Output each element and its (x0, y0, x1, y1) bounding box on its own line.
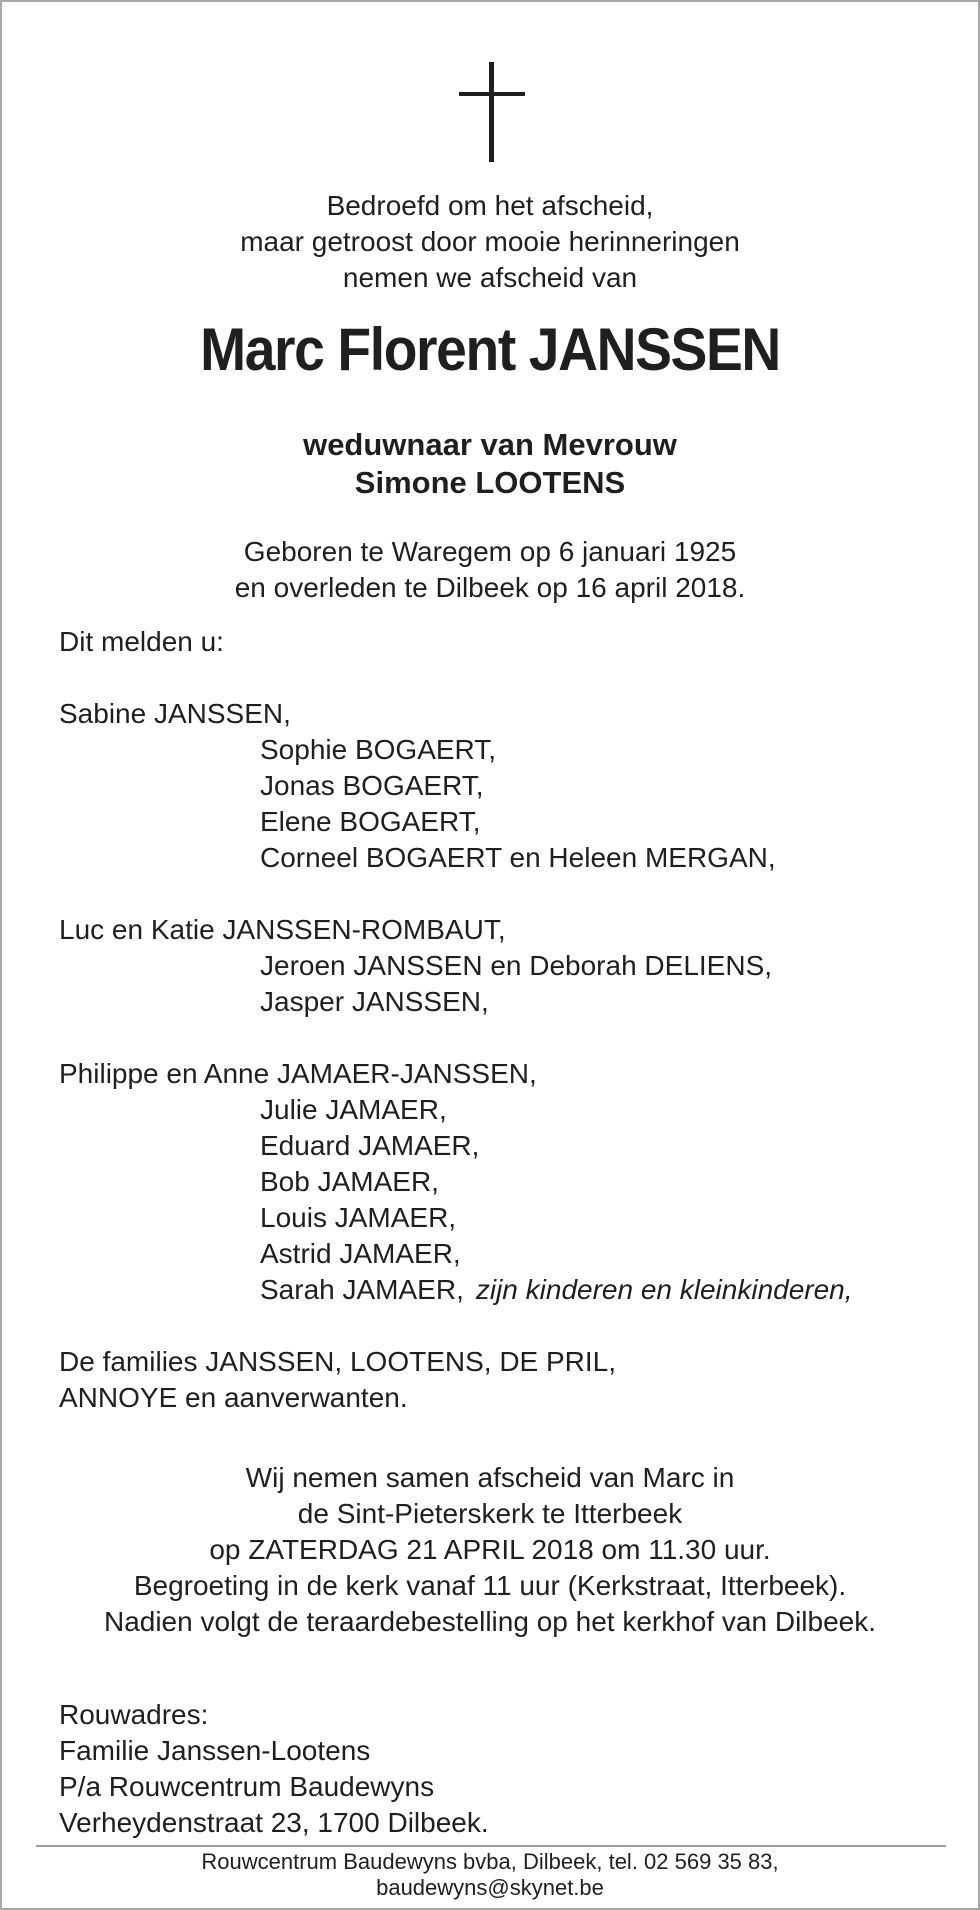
deceased-name: Marc Florent JANSSEN (200, 316, 780, 383)
address-line: Familie Janssen-Lootens (59, 1735, 371, 1766)
family-member: Sarah JAMAER, (260, 1274, 464, 1305)
relatives-line: ANNOYE en aanverwanten. (59, 1382, 408, 1413)
footer-line: Rouwcentrum Baudewyns bvba, Dilbeek, tel. 02 569 35 83, (201, 1849, 779, 1874)
mourning-address (59, 1697, 489, 1841)
funeral-home-footer (2, 1849, 978, 1901)
family-head: Philippe en Anne JAMAER-JANSSEN, (59, 1058, 537, 1089)
ceremony-line: de Sint-Pieterskerk te Itterbeek (297, 1498, 683, 1529)
family-member: Corneel BOGAERT en Heleen MERGAN, (260, 842, 776, 873)
ceremony-info (2, 1460, 978, 1640)
intro-line: nemen we afscheid van (342, 262, 638, 293)
cross-icon (459, 62, 525, 162)
intro-text (2, 188, 978, 296)
family-member: Sophie BOGAERT, (260, 734, 497, 765)
intro-line: maar getroost door mooie herinneringen (240, 226, 740, 257)
address-line: Rouwadres: (59, 1699, 209, 1730)
widow-of (2, 426, 978, 502)
announcers-intro: Dit melden u: (59, 626, 224, 657)
family-member: Louis JAMAER, (260, 1202, 457, 1233)
dates-line: Geboren te Waregem op 6 januari 1925 (243, 536, 737, 567)
ceremony-line: Begroeting in de kerk vanaf 11 uur (Kerkstraat, Itterbeek). (133, 1570, 847, 1601)
intro-line: Bedroefd om het afscheid, (326, 190, 654, 221)
family-member: Julie JAMAER, (260, 1094, 447, 1125)
address-line: Verheydenstraat 23, 1700 Dilbeek. (59, 1807, 489, 1838)
family-member: Jonas BOGAERT, (260, 770, 484, 801)
family-member: Bob JAMAER, (260, 1166, 439, 1197)
announcers (59, 624, 853, 1416)
footer-divider (36, 1845, 946, 1847)
family-member: Jeroen JANSSEN en Deborah DELIENS, (260, 950, 773, 981)
relatives-line: De families JANSSEN, LOOTENS, DE PRIL, (59, 1346, 617, 1377)
family-member: Astrid JAMAER, (260, 1238, 461, 1269)
ceremony-line: op ZATERDAG 21 APRIL 2018 om 11.30 uur. (209, 1534, 771, 1565)
family-member: Jasper JANSSEN, (260, 986, 489, 1017)
relationship-note: zijn kinderen en kleinkinderen, (475, 1274, 853, 1305)
family-member-with-note (59, 1272, 853, 1308)
dates-line: en overleden te Dilbeek op 16 april 2018. (234, 572, 746, 603)
family-head: Luc en Katie JANSSEN-ROMBAUT, (59, 914, 506, 945)
address-line: P/a Rouwcentrum Baudewyns (59, 1771, 435, 1802)
widow-line: weduwnaar van Mevrouw (303, 427, 677, 462)
birth-death-dates (2, 534, 978, 606)
family-member: Eduard JAMAER, (260, 1130, 480, 1161)
family-member: Elene BOGAERT, (260, 806, 481, 837)
ceremony-line: Nadien volgt de teraardebestelling op het kerkhof van Dilbeek. (103, 1606, 877, 1637)
ceremony-line: Wij nemen samen afscheid van Marc in (245, 1462, 735, 1493)
family-head: Sabine JANSSEN, (59, 698, 291, 729)
footer-email: baudewyns@skynet.be (376, 1875, 604, 1900)
widow-line: Simone LOOTENS (354, 465, 626, 500)
